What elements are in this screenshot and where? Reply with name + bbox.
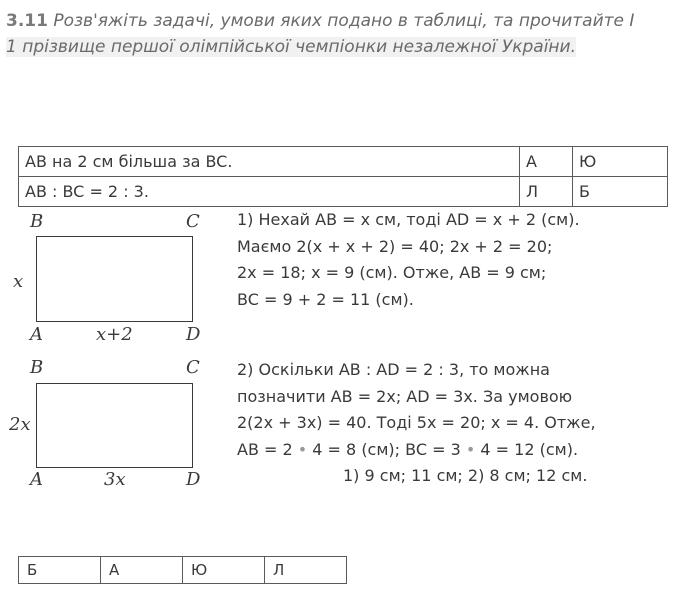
solution-line: Маємо 2(x + x + 2) = 40; 2x + 2 = 20; xyxy=(237,236,553,256)
solution-line: 1) Нехай AB = x см, тоді AD = x + 2 (см). xyxy=(237,210,580,229)
vertex-d: D xyxy=(186,324,201,345)
solution-line: 2x = 18; x = 9 (см). Отже, AB = 9 см; xyxy=(237,263,547,282)
letter-cell: Б xyxy=(573,177,668,207)
answer-cell: Ю xyxy=(183,557,265,584)
solution-1 xyxy=(237,207,580,313)
rectangle-figure-1 xyxy=(36,236,193,322)
bottom-label: x+2 xyxy=(96,324,133,345)
text-part: AB = 2 xyxy=(237,439,298,459)
answer-line: 1) 9 см; 11 см; 2) 8 см; 12 см. xyxy=(343,466,588,485)
solution-line: позначити AB = 2x; AD = 3x. За умовою xyxy=(237,386,573,406)
side-label: 2x xyxy=(9,414,31,435)
condition-cell: AB : BC = 2 : 3. xyxy=(19,177,520,207)
table-row xyxy=(19,147,668,177)
vertex-b: B xyxy=(30,357,44,378)
multiply-dot: • xyxy=(465,439,476,459)
conditions-table xyxy=(18,146,668,207)
vertex-c: C xyxy=(186,357,200,378)
vertex-a: A xyxy=(30,469,43,490)
solution-line: 2(2x + 3x) = 40. Тоді 5x = 20; x = 4. Отже, xyxy=(237,413,596,432)
task-line-1 xyxy=(6,8,692,34)
table-row xyxy=(19,557,347,584)
vertex-d: D xyxy=(186,469,201,490)
table-row xyxy=(19,177,668,207)
solution-line xyxy=(237,437,596,464)
text-part: 4 = 8 (см); BC = 3 xyxy=(307,439,466,459)
text-part: 4 = 12 (см). xyxy=(475,439,579,459)
vertex-b: B xyxy=(30,211,44,232)
letter-cell: А xyxy=(520,147,573,177)
vertex-c: C xyxy=(186,211,200,232)
task-number: 3.11 xyxy=(6,11,48,31)
multiply-dot: • xyxy=(297,439,308,459)
answer-table xyxy=(18,556,347,584)
answer-cell: А xyxy=(101,557,183,584)
letter-cell: Л xyxy=(520,177,573,207)
answer-cell: Б xyxy=(19,557,101,584)
solution-2 xyxy=(237,357,596,490)
condition-cell: AB на 2 см більша за BC. xyxy=(19,147,520,177)
task-statement xyxy=(6,8,692,60)
bottom-label: 3x xyxy=(104,469,126,490)
letter-cell: Ю xyxy=(573,147,668,177)
solution-line: BC = 9 + 2 = 11 (см). xyxy=(237,289,414,309)
answer-cell: Л xyxy=(265,557,347,584)
rectangle-figure-2 xyxy=(36,383,193,468)
side-label: x xyxy=(13,271,24,292)
solution-line: 2) Оскільки AB : AD = 2 : 3, то можна xyxy=(237,360,550,379)
vertex-a: A xyxy=(30,324,43,345)
task-text-1: Розв'яжіть задачі, умови яких подано в таблиці, та прочитайте І xyxy=(53,11,635,31)
task-text-2: 1 прізвище першої олімпійської чемпіонки незалежної України. xyxy=(6,37,576,57)
